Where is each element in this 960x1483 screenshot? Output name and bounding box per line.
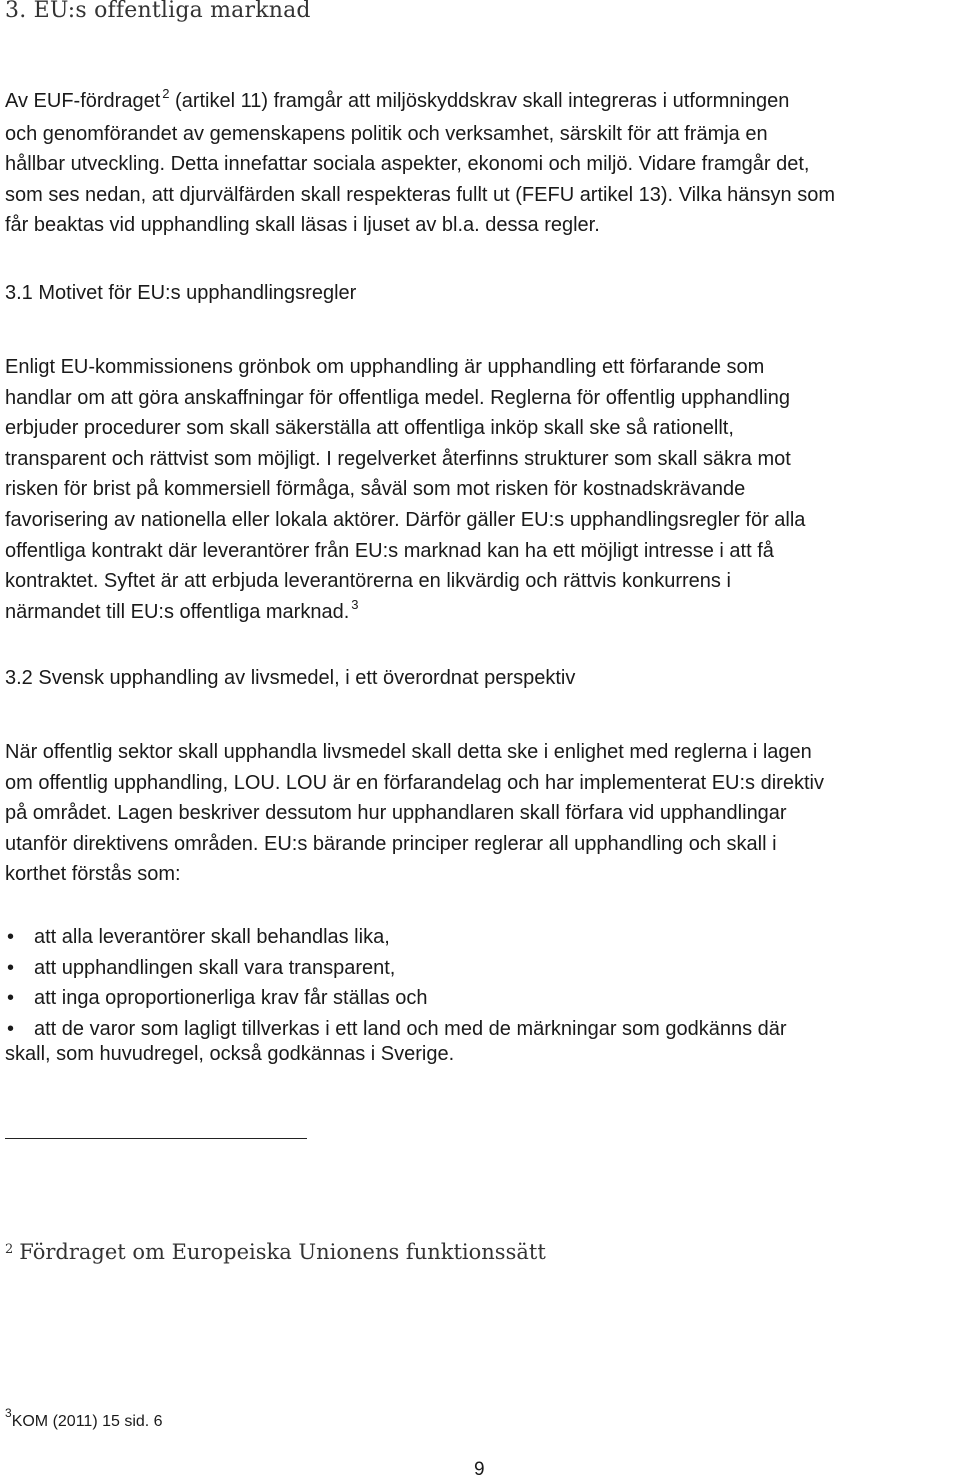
paragraph-line: När offentlig sektor skall upphandla livsmedel skall detta ske i enlighet med reglerna i lagen: [5, 741, 812, 763]
paragraph-line: Enligt EU-kommissionens grönbok om upphandling är upphandling ett förfarande som: [5, 356, 765, 378]
paragraph-line: på området. Lagen beskriver dessutom hur upphandlaren skall förfara vid upphandlingar: [5, 802, 787, 825]
list-item-text: att upphandlingen skall vara transparent,: [34, 956, 396, 979]
bullet-icon: •: [7, 1017, 15, 1040]
list-item: [5, 983, 955, 1014]
list-item: [5, 922, 955, 953]
line-text: (artikel 11) framgår att miljöskyddskrav skall integreras i utformningen: [169, 90, 790, 112]
footnote: [5, 1406, 163, 1431]
paragraph-line: och genomförandet av gemenskapens politik och verksamhet, särskilt för att främja en: [5, 122, 768, 145]
footnote-number: 3: [5, 1406, 12, 1420]
paragraph-line: [5, 86, 955, 119]
line-text: närmandet till EU:s offentliga marknad.: [5, 600, 350, 623]
intro-paragraph: [5, 86, 955, 241]
subsection-title: 3.2 Svensk upphandling av livsmedel, i ett överordnat perspektiv: [5, 667, 576, 689]
list-item-text: att de varor som lagligt tillverkas i ett land och med de märkningar som godkänns där: [34, 1017, 787, 1040]
section32-paragraph: [5, 737, 955, 890]
footnote-number: 2: [5, 1242, 14, 1257]
section-heading: 3. EU:s offentliga marknad: [5, 0, 311, 23]
list-item-text: att inga oproportionerliga krav får ställas och: [34, 987, 428, 1009]
paragraph-line: hållbar utveckling. Detta innefattar sociala aspekter, ekonomi och miljö. Vidare framgår det,: [5, 153, 810, 176]
bullet-icon: •: [7, 956, 15, 979]
paragraph-line: risken för brist på kommersiell förmåga, såväl som mot risken för kostnadskrävande: [5, 478, 746, 501]
subsection-title: 3.1 Motivet för EU:s upphandlingsregler: [5, 282, 357, 304]
paragraph-line: handlar om att göra anskaffningar för offentliga medel. Reglerna för offentlig upphandling: [5, 386, 790, 409]
paragraph-line: får beaktas vid upphandling skall läsas i ljuset av bl.a. dessa regler.: [5, 214, 600, 237]
footnote-text: KOM (2011) 15 sid. 6: [11, 1413, 163, 1430]
line-text: Av EUF-fördraget: [5, 90, 161, 112]
bullet-icon: •: [7, 987, 15, 1009]
footnote-ref: 3: [351, 596, 359, 612]
footnote-text: Fördraget om Europeiska Unionens funktionssätt: [19, 1240, 546, 1264]
paragraph-line: favorisering av nationella eller lokala aktörer. Därför gäller EU:s upphandlingsregler för alla: [5, 508, 806, 531]
section31-paragraph: [5, 352, 955, 629]
list-item-text: att alla leverantörer skall behandlas lika,: [34, 926, 390, 948]
footnote: [5, 1240, 546, 1264]
list-continuation: skall, som huvudregel, också godkännas i Sverige.: [5, 1043, 455, 1065]
paragraph-line: korthet förstås som:: [5, 863, 181, 886]
footnote-ref: 2: [162, 86, 170, 101]
paragraph-line: [5, 597, 955, 630]
paragraph-line: kontraktet. Syftet är att erbjuda leverantörerna en likvärdig och rättvis konkurrens i: [5, 570, 731, 593]
bullet-icon: •: [7, 926, 15, 948]
page-number: 9: [474, 1459, 485, 1480]
paragraph-line: som ses nedan, att djurvälfärden skall respekteras fullt ut (FEFU artikel 13). Vilka hänsyn som: [5, 183, 835, 206]
paragraph-line: om offentlig upphandling, LOU. LOU är en förfarandelag och har implementerat EU:s direktiv: [5, 771, 824, 794]
paragraph-line: offentliga kontrakt där leverantörer från EU:s marknad kan ha ett möjligt intresse i att få: [5, 539, 774, 562]
paragraph-line: erbjuder procedurer som skall säkerställa att offentliga inköp skall ske så rationellt,: [5, 417, 734, 440]
paragraph-line: utanför direktivens områden. EU:s bärande principer reglerar all upphandling och skall i: [5, 832, 777, 855]
principles-list: [5, 922, 955, 1044]
list-item: [5, 953, 955, 984]
list-item: [5, 1014, 955, 1045]
footnote-separator: [5, 1138, 307, 1139]
paragraph-line: transparent och rättvist som möjligt. I regelverket återfinns strukturer som skall säkra mot: [5, 447, 791, 470]
